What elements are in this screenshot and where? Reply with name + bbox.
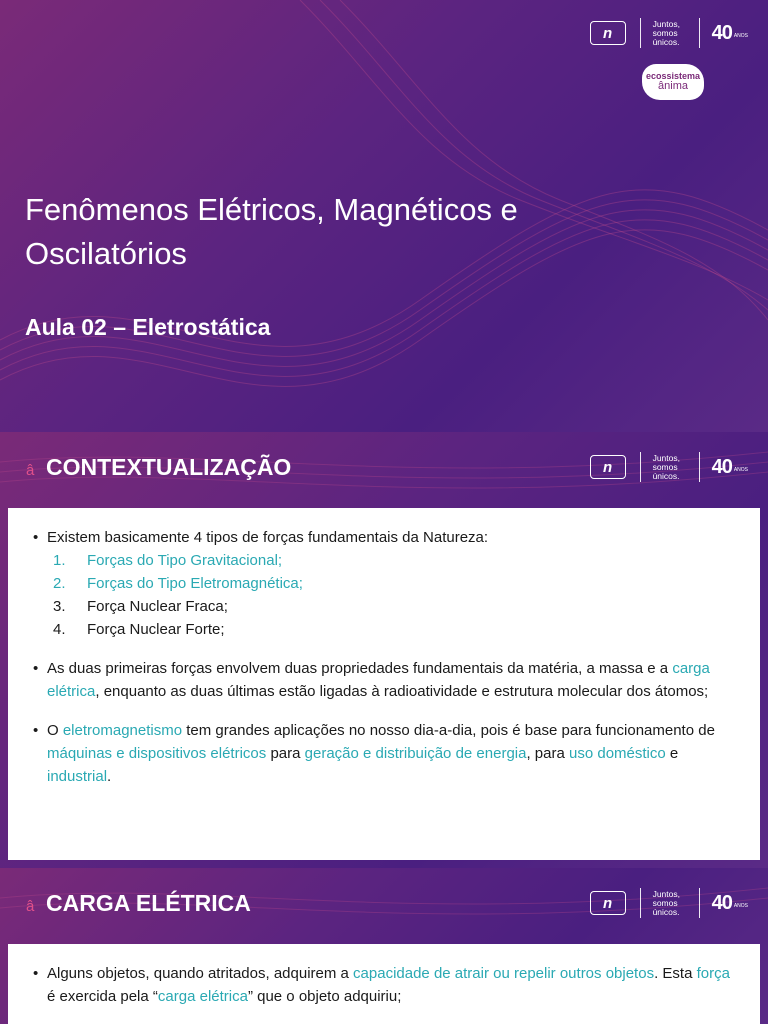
divider <box>699 888 700 918</box>
lesson-subtitle: Aula 02 – Eletrostática <box>25 314 271 340</box>
list-item: 1. Forças do Tipo Gravitacional; <box>53 552 283 569</box>
section-header <box>0 868 768 944</box>
list-item: 4. Força Nuclear Forte; <box>53 621 225 638</box>
content-box <box>8 944 760 1024</box>
divider <box>640 18 641 48</box>
anniversary-logo: 40 <box>711 21 732 44</box>
list-item: 2. Forças do Tipo Eletromagnética; <box>53 575 303 592</box>
bullet-item: • Existem basicamente 4 tipos de forças fundamentais da Natureza: 1. Forças do Tipo Gravitacional; 2. Forças do Tipo Eletromagnética; 3. Força Nuclear Fraca; 4. Força Nuclear Forte; <box>34 526 734 641</box>
ecossistema-anima-logo: ecossistema ânima <box>642 64 704 100</box>
slogan: Juntos, somos únicos. <box>652 888 680 917</box>
content-box <box>8 508 760 860</box>
divider <box>699 452 700 482</box>
divider <box>640 452 641 482</box>
bullet-item: • O eletromagnetismo tem grandes aplicações no nosso dia-a-dia, pois é base para funcionamento de máquinas e dispositivos elétricos para geração e distribuição de energia, para uso doméstico e industrial. <box>34 719 734 788</box>
list-item: 3. Força Nuclear Fraca; <box>53 598 228 615</box>
section-marker: â <box>26 898 35 915</box>
charge-slide <box>0 868 768 1024</box>
bullet-item: • Alguns objetos, quando atritados, adquirem a capacidade de atrair ou repelir outros objetos. Esta força é exercida pela “carga elétrica” que o objeto adquiriu; <box>34 962 734 1008</box>
context-slide <box>0 432 768 868</box>
forces-list <box>47 549 734 641</box>
anniversary-logo: 40 <box>711 891 732 914</box>
divider <box>699 18 700 48</box>
course-title: Fenômenos Elétricos, Magnéticos e Oscilatórios <box>25 192 518 271</box>
brand-header <box>590 888 748 918</box>
institution-logo: n <box>590 21 626 45</box>
section-title: CARGA ELÉTRICA <box>46 890 251 916</box>
bullet-item: • As duas primeiras forças envolvem duas propriedades fundamentais da matéria, a massa e a carga elétrica, enquanto as duas últimas estão ligadas à radioatividade e estrutura molecular dos átomos; <box>34 657 734 703</box>
section-title: CONTEXTUALIZAÇÃO <box>46 454 292 480</box>
slogan: Juntos, somos únicos. <box>652 18 680 47</box>
cover-slide <box>0 0 768 432</box>
section-marker: â <box>26 462 35 479</box>
brand-header <box>590 452 748 482</box>
anniversary-anos: ANOS <box>733 33 748 39</box>
section-header <box>0 432 768 508</box>
anniversary-anos: ANOS <box>733 467 748 473</box>
institution-logo: n <box>590 455 626 479</box>
slogan: Juntos, somos únicos. <box>652 452 680 481</box>
anniversary-logo: 40 <box>711 455 732 478</box>
anniversary-anos: ANOS <box>733 903 748 909</box>
brand-header <box>590 18 748 48</box>
divider <box>640 888 641 918</box>
institution-logo: n <box>590 891 626 915</box>
